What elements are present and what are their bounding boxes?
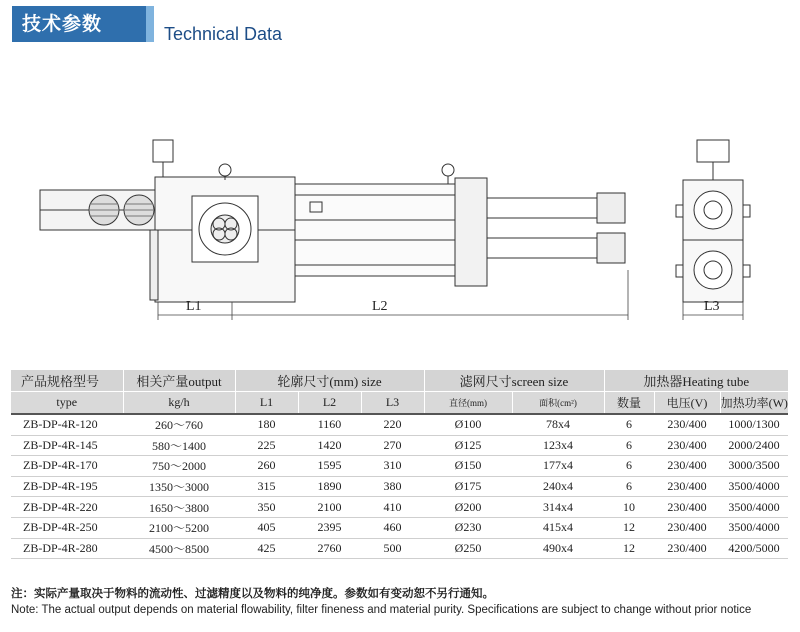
cell-l3: 270 (361, 435, 424, 456)
cell-area: 123x4 (512, 435, 604, 456)
col-screen-size: 滤网尺寸screen size (424, 370, 604, 392)
cell-dia: Ø230 (424, 517, 512, 538)
dimension-l1: L1 (186, 299, 202, 314)
cell-l1: 425 (235, 538, 298, 559)
col-output-unit: kg/h (123, 392, 235, 415)
cell-l3: 410 (361, 497, 424, 518)
cell-power: 3500/4000 (720, 476, 788, 497)
cell-output: 580～1400 (123, 435, 235, 456)
cell-volt: 230/400 (654, 497, 720, 518)
cell-area: 177x4 (512, 456, 604, 477)
cell-l2: 2100 (298, 497, 361, 518)
cell-area: 78x4 (512, 414, 604, 435)
cell-power: 2000/2400 (720, 435, 788, 456)
table-row (11, 476, 788, 497)
cell-area: 490x4 (512, 538, 604, 559)
cell-model: ZB-DP-4R-220 (11, 497, 123, 518)
dimension-l3: L3 (704, 299, 720, 314)
cell-l2: 2760 (298, 538, 361, 559)
cell-output: 2100～5200 (123, 517, 235, 538)
cell-l1: 260 (235, 456, 298, 477)
col-qty: 数量 (604, 392, 654, 415)
cell-l2: 1595 (298, 456, 361, 477)
cell-qty: 6 (604, 414, 654, 435)
cell-area: 314x4 (512, 497, 604, 518)
dimension-l2: L2 (372, 299, 388, 314)
cell-model: ZB-DP-4R-170 (11, 456, 123, 477)
cell-l1: 315 (235, 476, 298, 497)
cell-output: 750～2000 (123, 456, 235, 477)
cell-qty: 6 (604, 435, 654, 456)
cell-l2: 1160 (298, 414, 361, 435)
cell-output: 1650～3800 (123, 497, 235, 518)
table-row (11, 456, 788, 477)
table-subheader-row (11, 392, 788, 415)
cell-l3: 310 (361, 456, 424, 477)
col-power: 加热功率(W) (720, 392, 788, 415)
cell-qty: 6 (604, 476, 654, 497)
cell-area: 240x4 (512, 476, 604, 497)
cell-volt: 230/400 (654, 538, 720, 559)
col-area: 面积(cm²) (512, 392, 604, 415)
col-type: type (11, 392, 123, 415)
cell-volt: 230/400 (654, 414, 720, 435)
header-accent-bar (146, 6, 154, 42)
cell-l3: 220 (361, 414, 424, 435)
table-header-row (11, 370, 788, 392)
cell-qty: 12 (604, 538, 654, 559)
cell-l3: 460 (361, 517, 424, 538)
cell-l3: 380 (361, 476, 424, 497)
cell-l1: 405 (235, 517, 298, 538)
cell-power: 3500/4000 (720, 517, 788, 538)
cell-l1: 180 (235, 414, 298, 435)
screen-changer-drawing (0, 120, 800, 325)
cell-l1: 350 (235, 497, 298, 518)
cell-dia: Ø200 (424, 497, 512, 518)
cell-dia: Ø100 (424, 414, 512, 435)
col-l1: L1 (235, 392, 298, 415)
col-l2: L2 (298, 392, 361, 415)
cell-power: 3500/4000 (720, 497, 788, 518)
cell-l2: 1890 (298, 476, 361, 497)
cell-l2: 1420 (298, 435, 361, 456)
cell-qty: 10 (604, 497, 654, 518)
col-output: 相关产量output (123, 370, 235, 392)
col-l3: L3 (361, 392, 424, 415)
cell-l2: 2395 (298, 517, 361, 538)
cell-output: 260～760 (123, 414, 235, 435)
col-diameter: 直径(mm) (424, 392, 512, 415)
cell-volt: 230/400 (654, 517, 720, 538)
section-title-en: Technical Data (164, 24, 283, 44)
technical-drawing (0, 120, 800, 325)
cell-model: ZB-DP-4R-120 (11, 414, 123, 435)
table-row (11, 414, 788, 435)
cell-dia: Ø250 (424, 538, 512, 559)
table-row (11, 538, 788, 559)
cell-qty: 12 (604, 517, 654, 538)
technical-data-table (11, 370, 788, 559)
note-english: Note: The actual output depends on material flowability, filter fineness and material purity. Specifications are subject to change without prior notice (11, 604, 752, 616)
note-chinese: 注：实际产量取决于物料的流动性、过滤精度以及物料的纯净度。参数如有变动恕不另行通知。 (11, 586, 494, 600)
cell-qty: 6 (604, 456, 654, 477)
cell-volt: 230/400 (654, 456, 720, 477)
cell-model: ZB-DP-4R-195 (11, 476, 123, 497)
cell-volt: 230/400 (654, 435, 720, 456)
cell-power: 3000/3500 (720, 456, 788, 477)
cell-power: 1000/1300 (720, 414, 788, 435)
table-row (11, 517, 788, 538)
cell-dia: Ø125 (424, 435, 512, 456)
cell-model: ZB-DP-4R-145 (11, 435, 123, 456)
table-row (11, 497, 788, 518)
section-header (0, 0, 800, 50)
cell-output: 4500～8500 (123, 538, 235, 559)
cell-power: 4200/5000 (720, 538, 788, 559)
col-dimensions: 轮廓尺寸(mm) size (235, 370, 424, 392)
cell-volt: 230/400 (654, 476, 720, 497)
cell-model: ZB-DP-4R-250 (11, 517, 123, 538)
cell-dia: Ø150 (424, 456, 512, 477)
cell-output: 1350～3000 (123, 476, 235, 497)
cell-l1: 225 (235, 435, 298, 456)
col-model-cn: 产品规格型号 (11, 370, 123, 392)
cell-model: ZB-DP-4R-280 (11, 538, 123, 559)
cell-dia: Ø175 (424, 476, 512, 497)
cell-l3: 500 (361, 538, 424, 559)
col-voltage: 电压(V) (654, 392, 720, 415)
table-row (11, 435, 788, 456)
section-title-cn: 技术参数 (12, 6, 146, 42)
col-heater: 加热器Heating tube (604, 370, 788, 392)
cell-area: 415x4 (512, 517, 604, 538)
